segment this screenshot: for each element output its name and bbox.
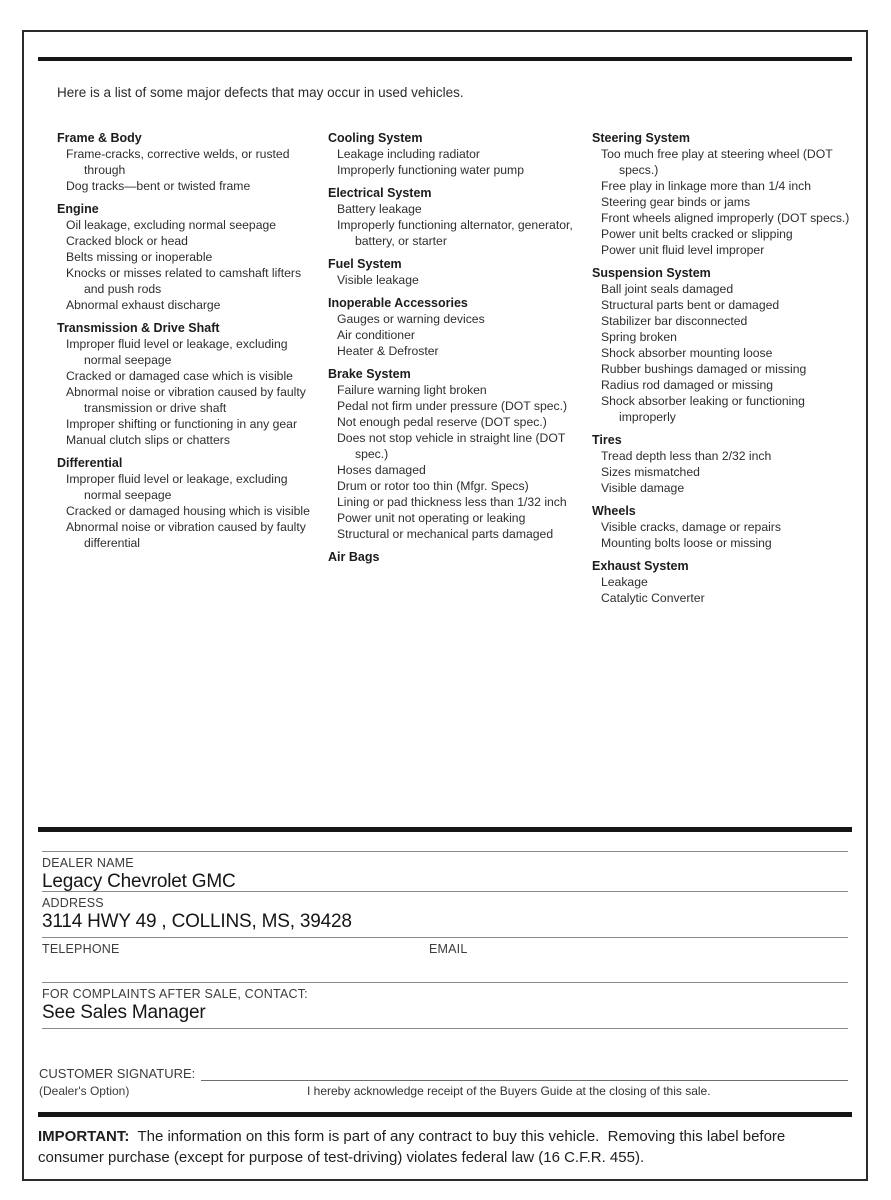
defect-item: Free play in linkage more than 1/4 inch (601, 179, 812, 193)
defect-item: Heater & Defroster (337, 344, 439, 358)
intro-text: Here is a list of some major defects that may occur in used vehicles. (57, 85, 464, 100)
address-label: ADDRESS (42, 896, 104, 910)
defect-section (328, 549, 578, 565)
defect-item: Improper fluid level or leakage, excluding normal seepage (66, 472, 288, 502)
defect-category-title: Tires (592, 433, 622, 447)
defect-category-title: Frame & Body (57, 131, 142, 145)
signature-subtext-row (39, 1084, 848, 1098)
defect-section (328, 130, 578, 178)
defect-item: Improperly functioning water pump (337, 163, 524, 177)
defect-category-title: Wheels (592, 504, 636, 518)
defect-item: Frame-cracks, corrective welds, or rusted through (66, 147, 290, 177)
defect-category-title: Differential (57, 456, 123, 470)
defect-item: Manual clutch slips or chatters (66, 433, 230, 447)
defect-category-title: Fuel System (328, 257, 402, 271)
defect-category-title: Steering System (592, 131, 690, 145)
defect-item: Not enough pedal reserve (DOT spec.) (337, 415, 547, 429)
defect-section (57, 130, 314, 194)
defect-category-title: Engine (57, 202, 99, 216)
defect-category-title: Inoperable Accessories (328, 296, 468, 310)
defect-item: Improper fluid level or leakage, excluding normal seepage (66, 337, 288, 367)
customer-signature-label: CUSTOMER SIGNATURE: (39, 1066, 196, 1081)
defect-item: Cracked or damaged housing which is visible (66, 504, 310, 518)
telephone-email-field (42, 937, 848, 982)
email-label: EMAIL (429, 942, 468, 956)
customer-signature-field (39, 1061, 848, 1081)
defect-item: Too much free play at steering wheel (DOT specs.) (601, 147, 833, 177)
dealer-name-value: Legacy Chevrolet GMC (42, 871, 236, 892)
defect-column-1 (57, 130, 328, 558)
defect-item: Visible damage (601, 481, 685, 495)
defect-category-title: Exhaust System (592, 559, 689, 573)
defect-item: Tread depth less than 2/32 inch (601, 449, 772, 463)
defect-item: Shock absorber leaking or functioning improperly (601, 394, 805, 424)
defect-section (328, 295, 578, 359)
top-divider-rule (38, 57, 852, 61)
defect-item: Pedal not firm under pressure (DOT spec.) (337, 399, 568, 413)
dealer-info-fields (42, 851, 848, 1029)
dealers-option-label: (Dealer's Option) (39, 1084, 130, 1098)
defect-item: Structural or mechanical parts damaged (337, 527, 554, 541)
defect-category-title: Brake System (328, 367, 411, 381)
defect-item: Front wheels aligned improperly (DOT specs.) (601, 211, 850, 225)
defect-item: Spring broken (601, 330, 677, 344)
defect-category-title: Air Bags (328, 550, 380, 564)
defect-item: Dog tracks—bent or twisted frame (66, 179, 251, 193)
defect-item: Gauges or warning devices (337, 312, 485, 326)
defect-item: Improper shifting or functioning in any gear (66, 417, 298, 431)
defect-section (57, 201, 314, 313)
defect-category-title: Electrical System (328, 186, 432, 200)
dealer-name-field (42, 851, 848, 891)
defect-section (328, 256, 578, 288)
defect-column-3 (592, 130, 866, 613)
defect-section (592, 130, 852, 258)
defect-item: Air conditioner (337, 328, 415, 342)
defect-item: Visible leakage (337, 273, 419, 287)
defect-item: Improperly functioning alternator, generator, battery, or starter (337, 218, 573, 248)
complaints-label: FOR COMPLAINTS AFTER SALE, CONTACT: (42, 987, 308, 1001)
dealer-name-label: DEALER NAME (42, 856, 134, 870)
important-label: IMPORTANT: (38, 1127, 130, 1145)
defect-item: Structural parts bent or damaged (601, 298, 780, 312)
defect-item: Visible cracks, damage or repairs (601, 520, 781, 534)
defect-item: Catalytic Converter (601, 591, 705, 605)
defect-section (57, 455, 314, 551)
defect-item: Leakage (601, 575, 648, 589)
defect-section (592, 558, 852, 606)
important-notice (38, 1126, 850, 1168)
important-text: The information on this form is part of any contract to buy this vehicle. Removing this label before consumer purchase (except for purpose of test-driving) violates federal law (16 C.F.R. 455). (38, 1127, 790, 1166)
defect-item: Power unit belts cracked or slipping (601, 227, 793, 241)
defect-item: Ball joint seals damaged (601, 282, 734, 296)
defect-section (328, 185, 578, 249)
complaints-value: See Sales Manager (42, 1002, 206, 1023)
defect-item: Knocks or misses related to camshaft lifters and push rods (66, 266, 302, 296)
complaints-contact-field (42, 982, 848, 1029)
defect-column-2 (328, 130, 592, 572)
page-border (22, 30, 868, 1181)
defect-item: Lining or pad thickness less than 1/32 inch (337, 495, 567, 509)
defect-item: Leakage including radiator (337, 147, 480, 161)
defect-list-columns (24, 130, 866, 827)
defect-item: Oil leakage, excluding normal seepage (66, 218, 277, 232)
address-field (42, 891, 848, 937)
defect-item: Mounting bolts loose or missing (601, 536, 772, 550)
defect-item: Sizes mismatched (601, 465, 700, 479)
defect-item: Abnormal noise or vibration caused by faulty differential (66, 520, 306, 550)
defect-item: Battery leakage (337, 202, 422, 216)
defect-item: Cracked block or head (66, 234, 188, 248)
defect-item: Belts missing or inoperable (66, 250, 213, 264)
defect-item: Rubber bushings damaged or missing (601, 362, 807, 376)
defect-item: Abnormal exhaust discharge (66, 298, 221, 312)
defect-item: Shock absorber mounting loose (601, 346, 773, 360)
defect-section (592, 432, 852, 496)
defect-category-title: Suspension System (592, 266, 711, 280)
defect-item: Failure warning light broken (337, 383, 487, 397)
address-value: 3114 HWY 49 , COLLINS, MS, 39428 (42, 911, 352, 932)
acknowledgment-text: I hereby acknowledge receipt of the Buyers Guide at the closing of this sale. (307, 1084, 711, 1098)
defect-item: Drum or rotor too thin (Mfgr. Specs) (337, 479, 529, 493)
defect-item: Steering gear binds or jams (601, 195, 751, 209)
defect-item: Abnormal noise or vibration caused by faulty transmission or drive shaft (66, 385, 306, 415)
defect-item: Stabilizer bar disconnected (601, 314, 748, 328)
telephone-label: TELEPHONE (42, 942, 120, 956)
defect-section (592, 265, 852, 425)
defect-item: Cracked or damaged case which is visible (66, 369, 293, 383)
defect-item: Does not stop vehicle in straight line (DOT spec.) (337, 431, 566, 461)
defect-section (592, 503, 852, 551)
defect-category-title: Transmission & Drive Shaft (57, 321, 220, 335)
defect-category-title: Cooling System (328, 131, 423, 145)
defect-item: Radius rod damaged or missing (601, 378, 774, 392)
defect-section (328, 366, 578, 542)
form-section-divider-rule (38, 827, 852, 832)
important-divider-rule (38, 1112, 852, 1117)
defect-item: Power unit not operating or leaking (337, 511, 526, 525)
defect-item: Hoses damaged (337, 463, 426, 477)
defect-section (57, 320, 314, 448)
signature-line (201, 1065, 848, 1081)
defect-item: Power unit fluid level improper (601, 243, 765, 257)
